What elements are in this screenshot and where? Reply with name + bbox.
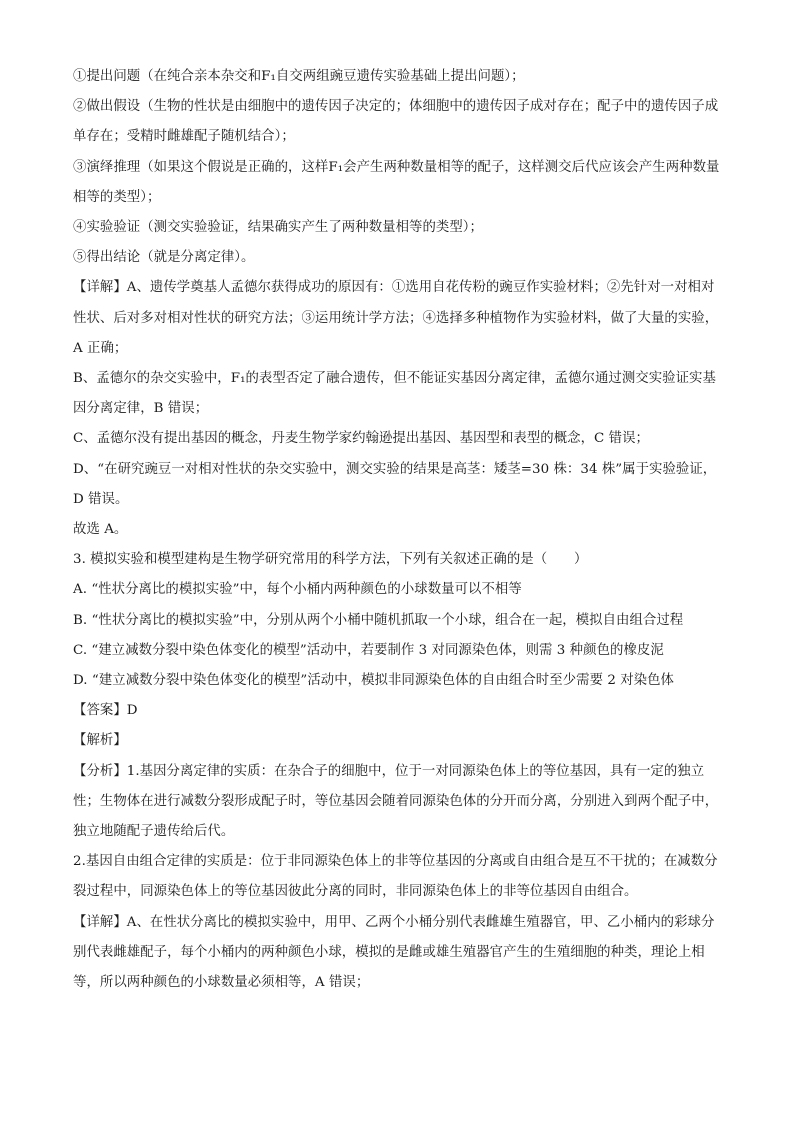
paragraph-step-4: ④实验验证（测交实验验证，结果确实产生了两种数量相等的类型）； [73, 220, 483, 236]
paragraph-step-2: ②做出假设（生物的性状是由细胞中的遗传因子决定的；体细胞中的遗传因子成对存在；配子中的遗传因子成单存在；受精时雌雄配子随机结合）； [73, 99, 719, 145]
paragraph-step-3: ③演绎推理（如果这个假说是正确的，这样F₁会产生两种数量相等的配子，这样测交后代应该会产生两种数量相等的类型）； [73, 159, 720, 205]
question-3-option-d: D. “建立减数分裂中染色体变化的模型”活动中，模拟非同源染色体的自由组合时至少需要 2 对染色体 [73, 673, 674, 689]
paragraph-detail-a: 【详解】A、遗传学奠基人孟德尔获得成功的原因有：①选用自花传粉的豌豆作实验材料；②先针对一对相对性状、后对多对相对性状的研究方法；③运用统计学方法；④选择多种植物作为实验材料，做了大量的实验，A 正确； [73, 280, 719, 356]
question-3-option-a: A. “性状分离比的模拟实验”中，每个小桶内两种颜色的小球数量可以不相等 [73, 582, 522, 598]
paragraph-step-5: ⑤得出结论（就是分离定律）。 [73, 250, 255, 266]
detail-paragraph-a: 【详解】A、在性状分离比的模拟实验中，用甲、乙两个小桶分别代表雌雄生殖器官，甲、乙小桶内的彩球分别代表雌雄配子，每个小桶内的两种颜色小球，模拟的是雌或雄生殖器官产生的生殖细胞的种类，理论上相等，所以两种颜色的小球数量必须相等，A 错误； [73, 914, 715, 991]
analysis-paragraph-2: 2.基因自由组合定律的实质是：位于非同源染色体上的非等位基因的分离或自由组合是互不干扰的；在减数分裂过程中，同源染色体上的等位基因彼此分离的同时，非同源染色体上的非等位基因自由组合。 [73, 854, 718, 900]
analysis-label: 【解析】 [73, 733, 127, 749]
question-3-option-b: B. “性状分离比的模拟实验”中，分别从两个小桶中随机抓取一个小球，组合在一起，模拟自由组合过程 [73, 612, 684, 628]
paragraph-detail-c: C、孟德尔没有提出基因的概念，丹麦生物学家约翰逊提出基因、基因型和表型的概念，C 错误； [73, 431, 649, 447]
question-3-stem: 3. 模拟实验和模型建构是生物学研究常用的科学方法，下列有关叙述正确的是（ ） [73, 552, 588, 568]
analysis-paragraph-1: 【分析】1.基因分离定律的实质：在杂合子的细胞中，位于一对同源染色体上的等位基因，具有一定的独立性；生物体在进行减数分裂形成配子时，等位基因会随着同源染色体的分开而分离，分别进入到两个配子中，独立地随配子遗传给后代。 [73, 763, 719, 840]
question-3-option-c: C. “建立减数分裂中染色体变化的模型”活动中，若要制作 3 对同源染色体，则需 3 种颜色的橡皮泥 [73, 642, 664, 658]
paragraph-step-1: ①提出问题（在纯合亲本杂交和F₁自交两组豌豆遗传实验基础上提出问题）； [73, 69, 525, 84]
paragraph-conclusion: 故选 A。 [73, 522, 128, 538]
answer-label: 【答案】D [73, 703, 138, 719]
paragraph-detail-b: B、孟德尔的杂交实验中，F₁的表型否定了融合遗传，但不能证实基因分离定律，孟德尔通过测交实验证实基因分离定律，B 错误； [73, 371, 716, 417]
paragraph-detail-d: D、“在研究豌豆一对相对性状的杂交实验中，测交实验的结果是高茎：矮茎=30 株：34 株”属于实验验证，D 错误。 [73, 461, 717, 507]
